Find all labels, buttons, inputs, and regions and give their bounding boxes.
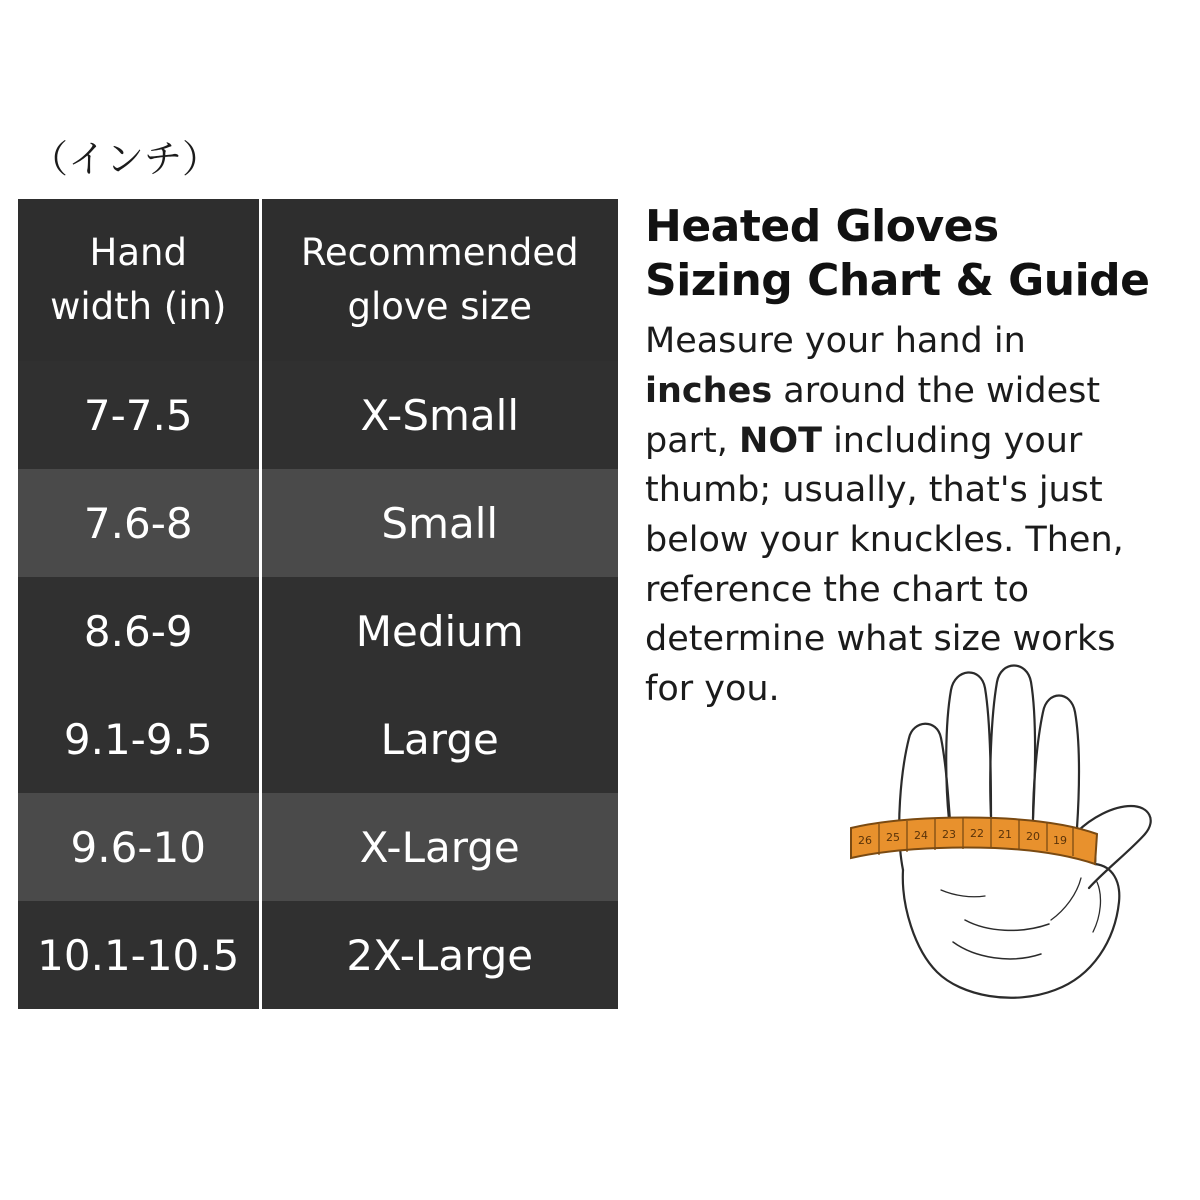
table-body <box>18 361 618 1009</box>
cell-hand-width: 7.6-8 <box>18 469 260 577</box>
hand-with-measuring-tape-illustration <box>845 620 1190 1020</box>
table-row <box>18 793 618 901</box>
table-row <box>18 361 618 469</box>
column-header-hand-width-line2: width (in) <box>50 285 227 328</box>
svg-text:25: 25 <box>886 831 900 844</box>
cell-glove-size: Small <box>260 469 618 577</box>
table-row <box>18 469 618 577</box>
guide-title-line2: Sizing Chart & Guide <box>645 254 1150 306</box>
column-header-hand-width-line1: Hand <box>89 231 187 275</box>
table-header-row <box>18 199 618 361</box>
guide-body-part2: around the widest part, <box>645 371 1101 461</box>
svg-text:20: 20 <box>1026 830 1040 843</box>
cell-hand-width: 9.6-10 <box>18 793 260 901</box>
measuring-tape <box>851 817 1097 864</box>
svg-text:19: 19 <box>1053 834 1067 847</box>
cell-glove-size: X-Small <box>260 361 618 469</box>
cell-hand-width: 8.6-9 <box>18 577 260 685</box>
column-header-glove-size <box>260 199 618 361</box>
cell-glove-size: X-Large <box>260 793 618 901</box>
cell-glove-size: Medium <box>260 577 618 685</box>
cell-glove-size: Large <box>260 685 618 793</box>
column-header-glove-size-line1: Recommended <box>300 231 579 275</box>
svg-text:26: 26 <box>858 834 872 847</box>
cell-hand-width: 7-7.5 <box>18 361 260 469</box>
guide-body-bold-not: NOT <box>739 420 822 461</box>
cell-hand-width: 9.1-9.5 <box>18 685 260 793</box>
cell-hand-width: 10.1-10.5 <box>18 901 260 1009</box>
table-row <box>18 901 618 1009</box>
svg-text:23: 23 <box>942 828 956 841</box>
table-row <box>18 685 618 793</box>
guide-title <box>645 200 1175 307</box>
table-row <box>18 577 618 685</box>
svg-text:22: 22 <box>970 827 984 840</box>
guide-body-bold-inches: inches <box>645 371 773 412</box>
unit-caption: （インチ） <box>30 137 221 181</box>
column-header-hand-width <box>18 199 260 361</box>
guide-title-line1: Heated Gloves <box>645 201 999 252</box>
guide-body-part1: Measure your hand in <box>645 321 1026 362</box>
svg-text:21: 21 <box>998 828 1012 841</box>
guide-body-part3: including your thumb; usually, that's just below your knuckles. Then, reference the chart to determine what size works for you. <box>645 420 1124 710</box>
column-header-glove-size-line2: glove size <box>347 285 533 328</box>
table-header <box>18 199 618 361</box>
cell-glove-size: 2X-Large <box>260 901 618 1009</box>
svg-text:24: 24 <box>914 829 928 842</box>
size-chart-table <box>18 199 618 1009</box>
